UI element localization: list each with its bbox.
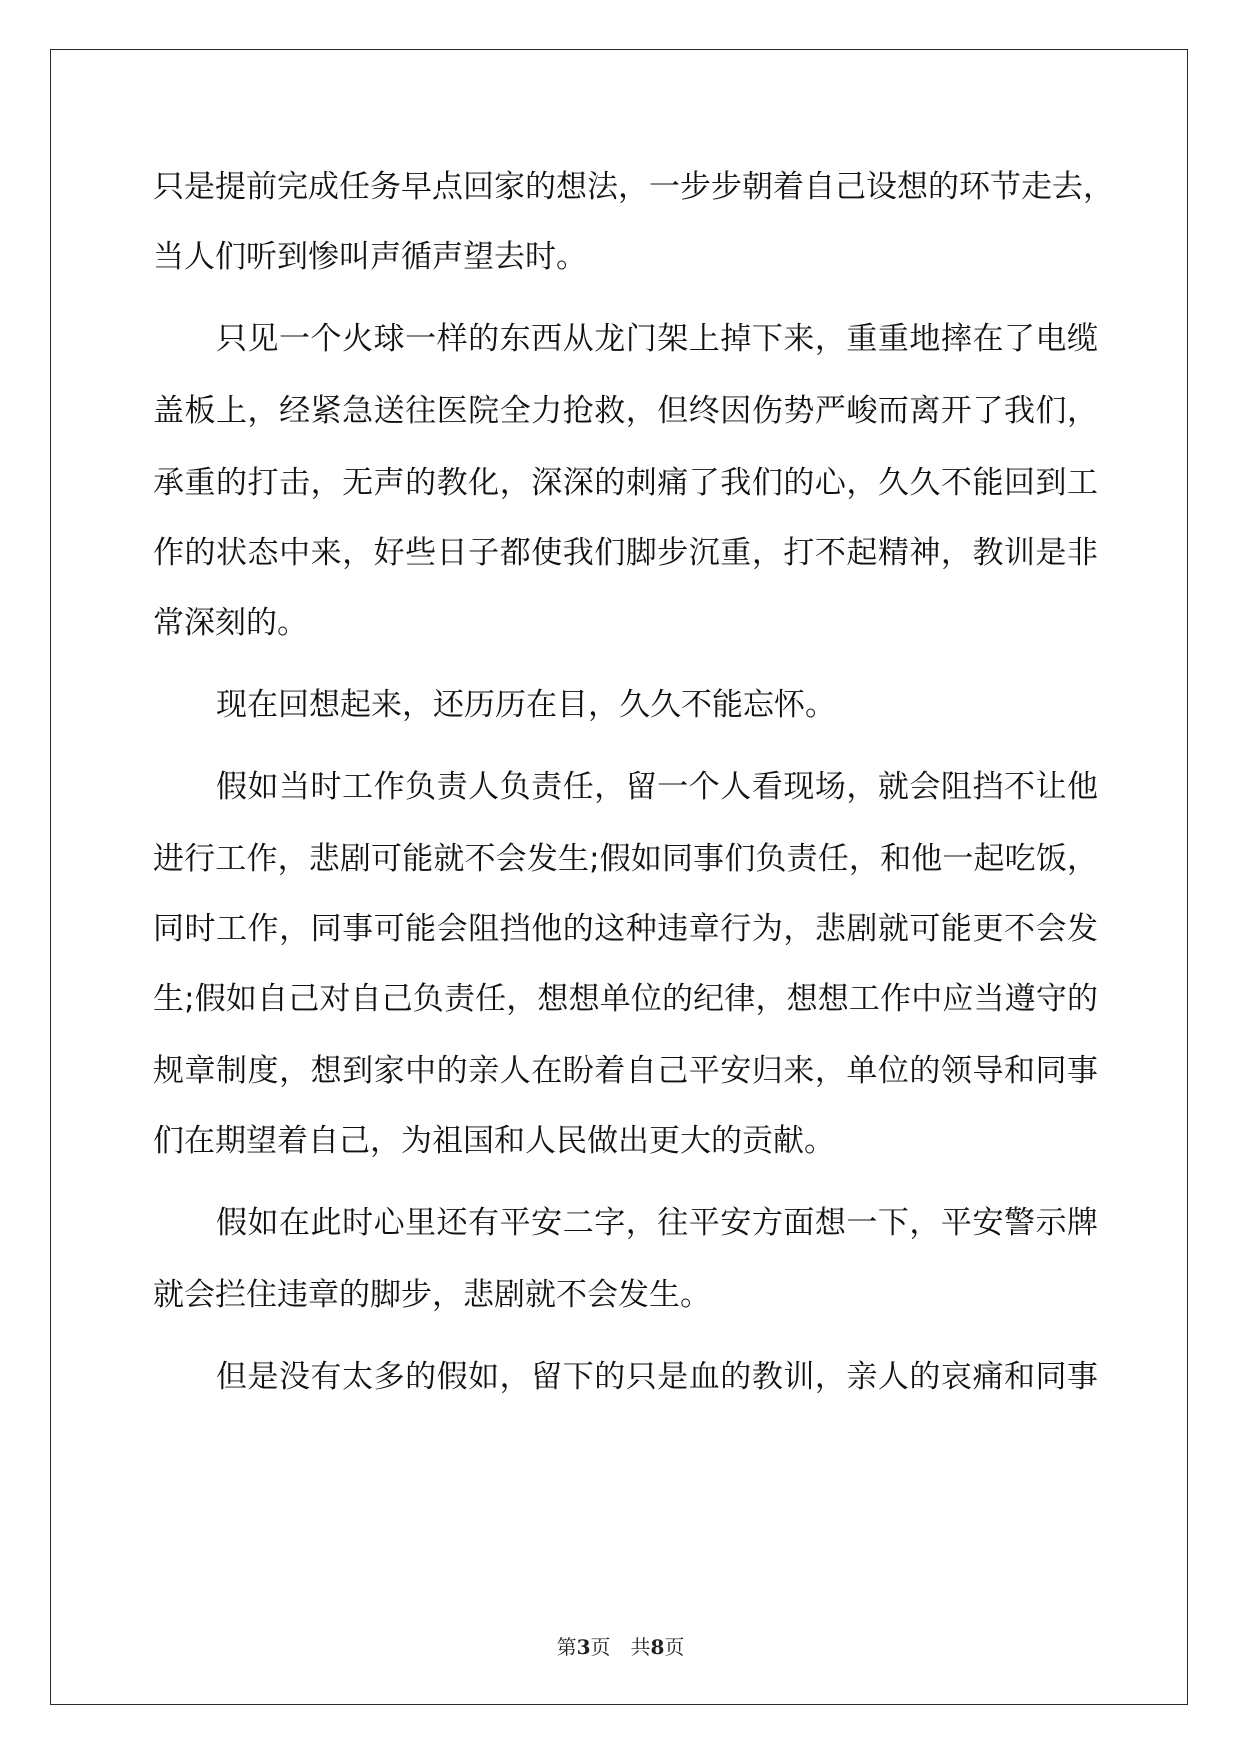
text-line: 只见一个火球一样的东西从龙门架上掉下来，重重地摔在了电缆 [216,321,1098,357]
text-line: 常深刻的。 [153,605,308,641]
text-line: 们在期望着自己，为祖国和人民做出更大的贡献。 [153,1123,835,1159]
current-page-number: 3 [576,1635,591,1659]
text-line: 作的状态中来，好些日子都使我们脚步沉重，打不起精神，教训是非 [153,535,1098,571]
text-line: 规章制度，想到家中的亲人在盼着自己平安归来，单位的领导和同事 [153,1053,1098,1089]
text-line: 假如在此时心里还有平安二字，往平安方面想一下，平安警示牌 [216,1205,1098,1241]
text-line: 当人们听到惨叫声循声望去时。 [153,239,587,275]
page-footer [0,1634,1241,1660]
text-line: 只是提前完成任务早点回家的想法，一步步朝着自己设想的环节走去， [153,169,1114,205]
footer-middle: 页 共 [590,1635,651,1659]
text-line: 承重的打击，无声的教化，深深的刺痛了我们的心，久久不能回到工 [153,465,1098,501]
text-line: 盖板上，经紧急送往医院全力抢救，但终因伤势严峻而离开了我们， [153,393,1098,429]
text-line: 但是没有太多的假如，留下的只是血的教训，亲人的哀痛和同事 [216,1359,1098,1395]
footer-prefix: 第 [556,1635,577,1659]
footer-suffix: 页 [664,1635,685,1659]
text-line: 进行工作，悲剧可能就不会发生;假如同事们负责任，和他一起吃饭， [153,841,1098,877]
text-line: 现在回想起来，还历历在目，久久不能忘怀。 [216,687,836,723]
total-page-number: 8 [650,1635,665,1659]
text-line: 假如当时工作负责人负责任，留一个人看现场，就会阻挡不让他 [216,769,1098,805]
text-line: 就会拦住违章的脚步，悲剧就不会发生。 [153,1277,711,1313]
text-line: 生;假如自己对自己负责任，想想单位的纪律，想想工作中应当遵守的 [153,981,1098,1017]
text-line: 同时工作，同事可能会阻挡他的这种违章行为，悲剧就可能更不会发 [153,911,1098,947]
